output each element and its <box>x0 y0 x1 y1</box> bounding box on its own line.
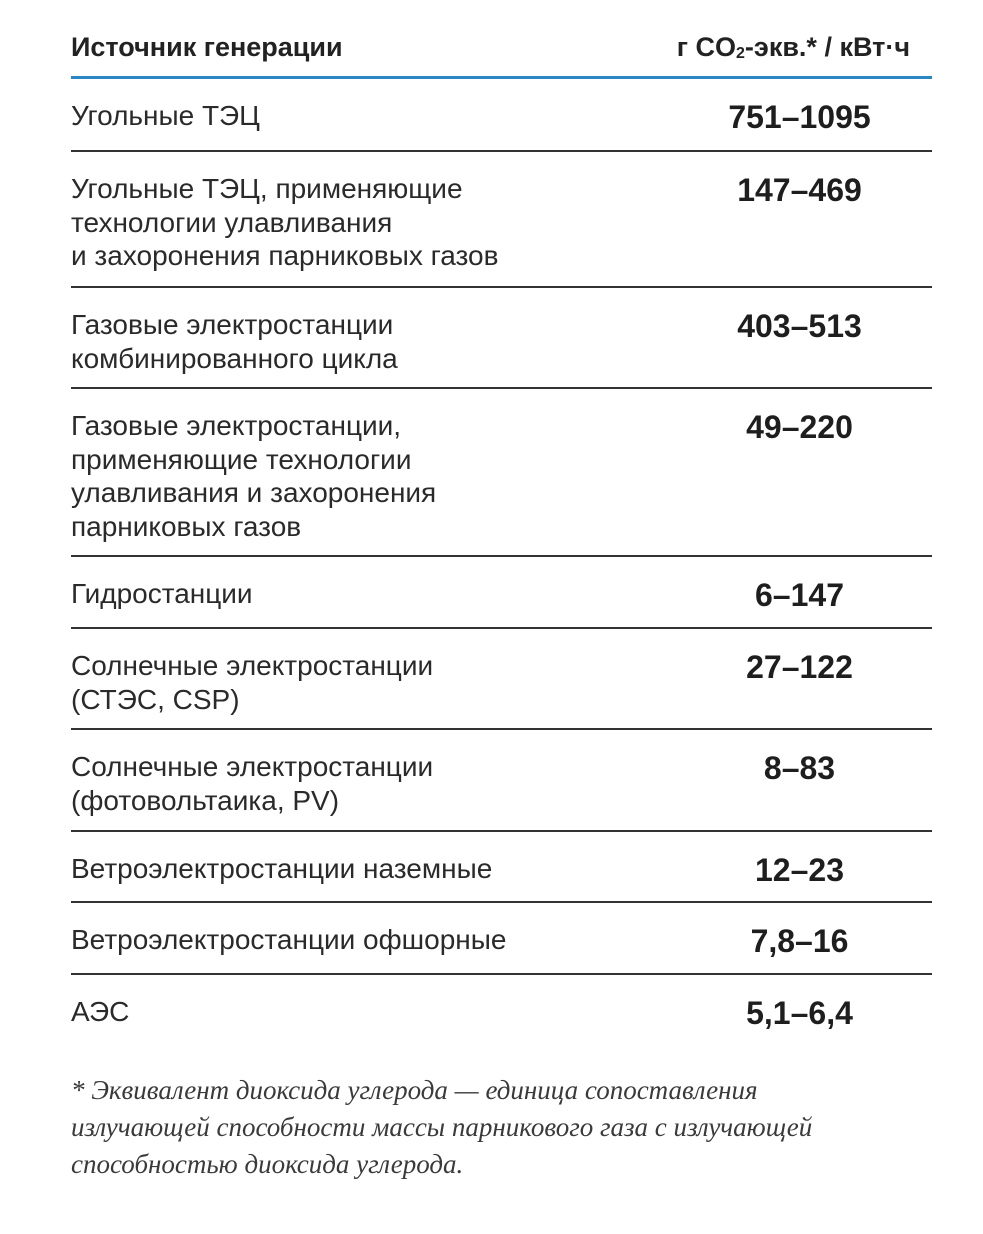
table-row <box>71 288 932 389</box>
table-row <box>71 832 932 903</box>
row-source: Солнечные электростанции (фотовольтаика, PV) <box>71 751 434 816</box>
row-value: 7,8–16 <box>750 923 849 959</box>
table-row <box>71 389 932 557</box>
table-row <box>71 903 932 975</box>
table-row <box>71 79 932 152</box>
row-value: 751–1095 <box>728 99 871 135</box>
row-source: Газовые электростанции, применяющие технологии улавливания и захоронения парниковых газов <box>71 410 437 542</box>
table-row <box>71 730 932 832</box>
header-source: Источник генерации <box>71 32 343 62</box>
footnote: * Эквивалент диоксида углерода — единица сопоставления излучающей способности массы парникового газа с излучающей способностью диоксида углерода. <box>71 1075 813 1179</box>
row-source: АЭС <box>71 996 130 1027</box>
table-row <box>71 629 932 730</box>
table-row <box>71 975 932 1047</box>
row-source: Ветроэлектростанции офшорные <box>71 924 507 955</box>
table-row <box>71 557 932 629</box>
row-source: Угольные ТЭЦ, применяющие технологии улавливания и захоронения парниковых газов <box>71 173 499 271</box>
row-value: 49–220 <box>746 409 853 445</box>
row-source: Угольные ТЭЦ <box>71 100 260 131</box>
table-header <box>71 30 932 79</box>
row-value: 8–83 <box>763 750 836 786</box>
row-source: Газовые электростанции комбинированного цикла <box>71 309 398 374</box>
row-value: 6–147 <box>755 577 844 613</box>
row-source: Ветроэлектростанции наземные <box>71 853 493 884</box>
row-source: Солнечные электростанции (СТЭС, CSP) <box>71 650 434 715</box>
table-row <box>71 152 932 288</box>
row-value: 5,1–6,4 <box>746 995 853 1031</box>
emissions-table <box>71 30 932 1047</box>
row-value: 27–122 <box>746 649 853 685</box>
row-value: 12–23 <box>755 852 844 888</box>
header-value-subscript: 2 <box>736 45 745 62</box>
header-value-prefix: г CO <box>676 32 737 62</box>
header-value <box>677 30 932 64</box>
row-source: Гидростанции <box>71 578 253 609</box>
row-value: 403–513 <box>737 308 862 344</box>
header-value-suffix: -экв.* / кВт·ч <box>744 32 910 62</box>
row-value: 147–469 <box>737 172 862 208</box>
